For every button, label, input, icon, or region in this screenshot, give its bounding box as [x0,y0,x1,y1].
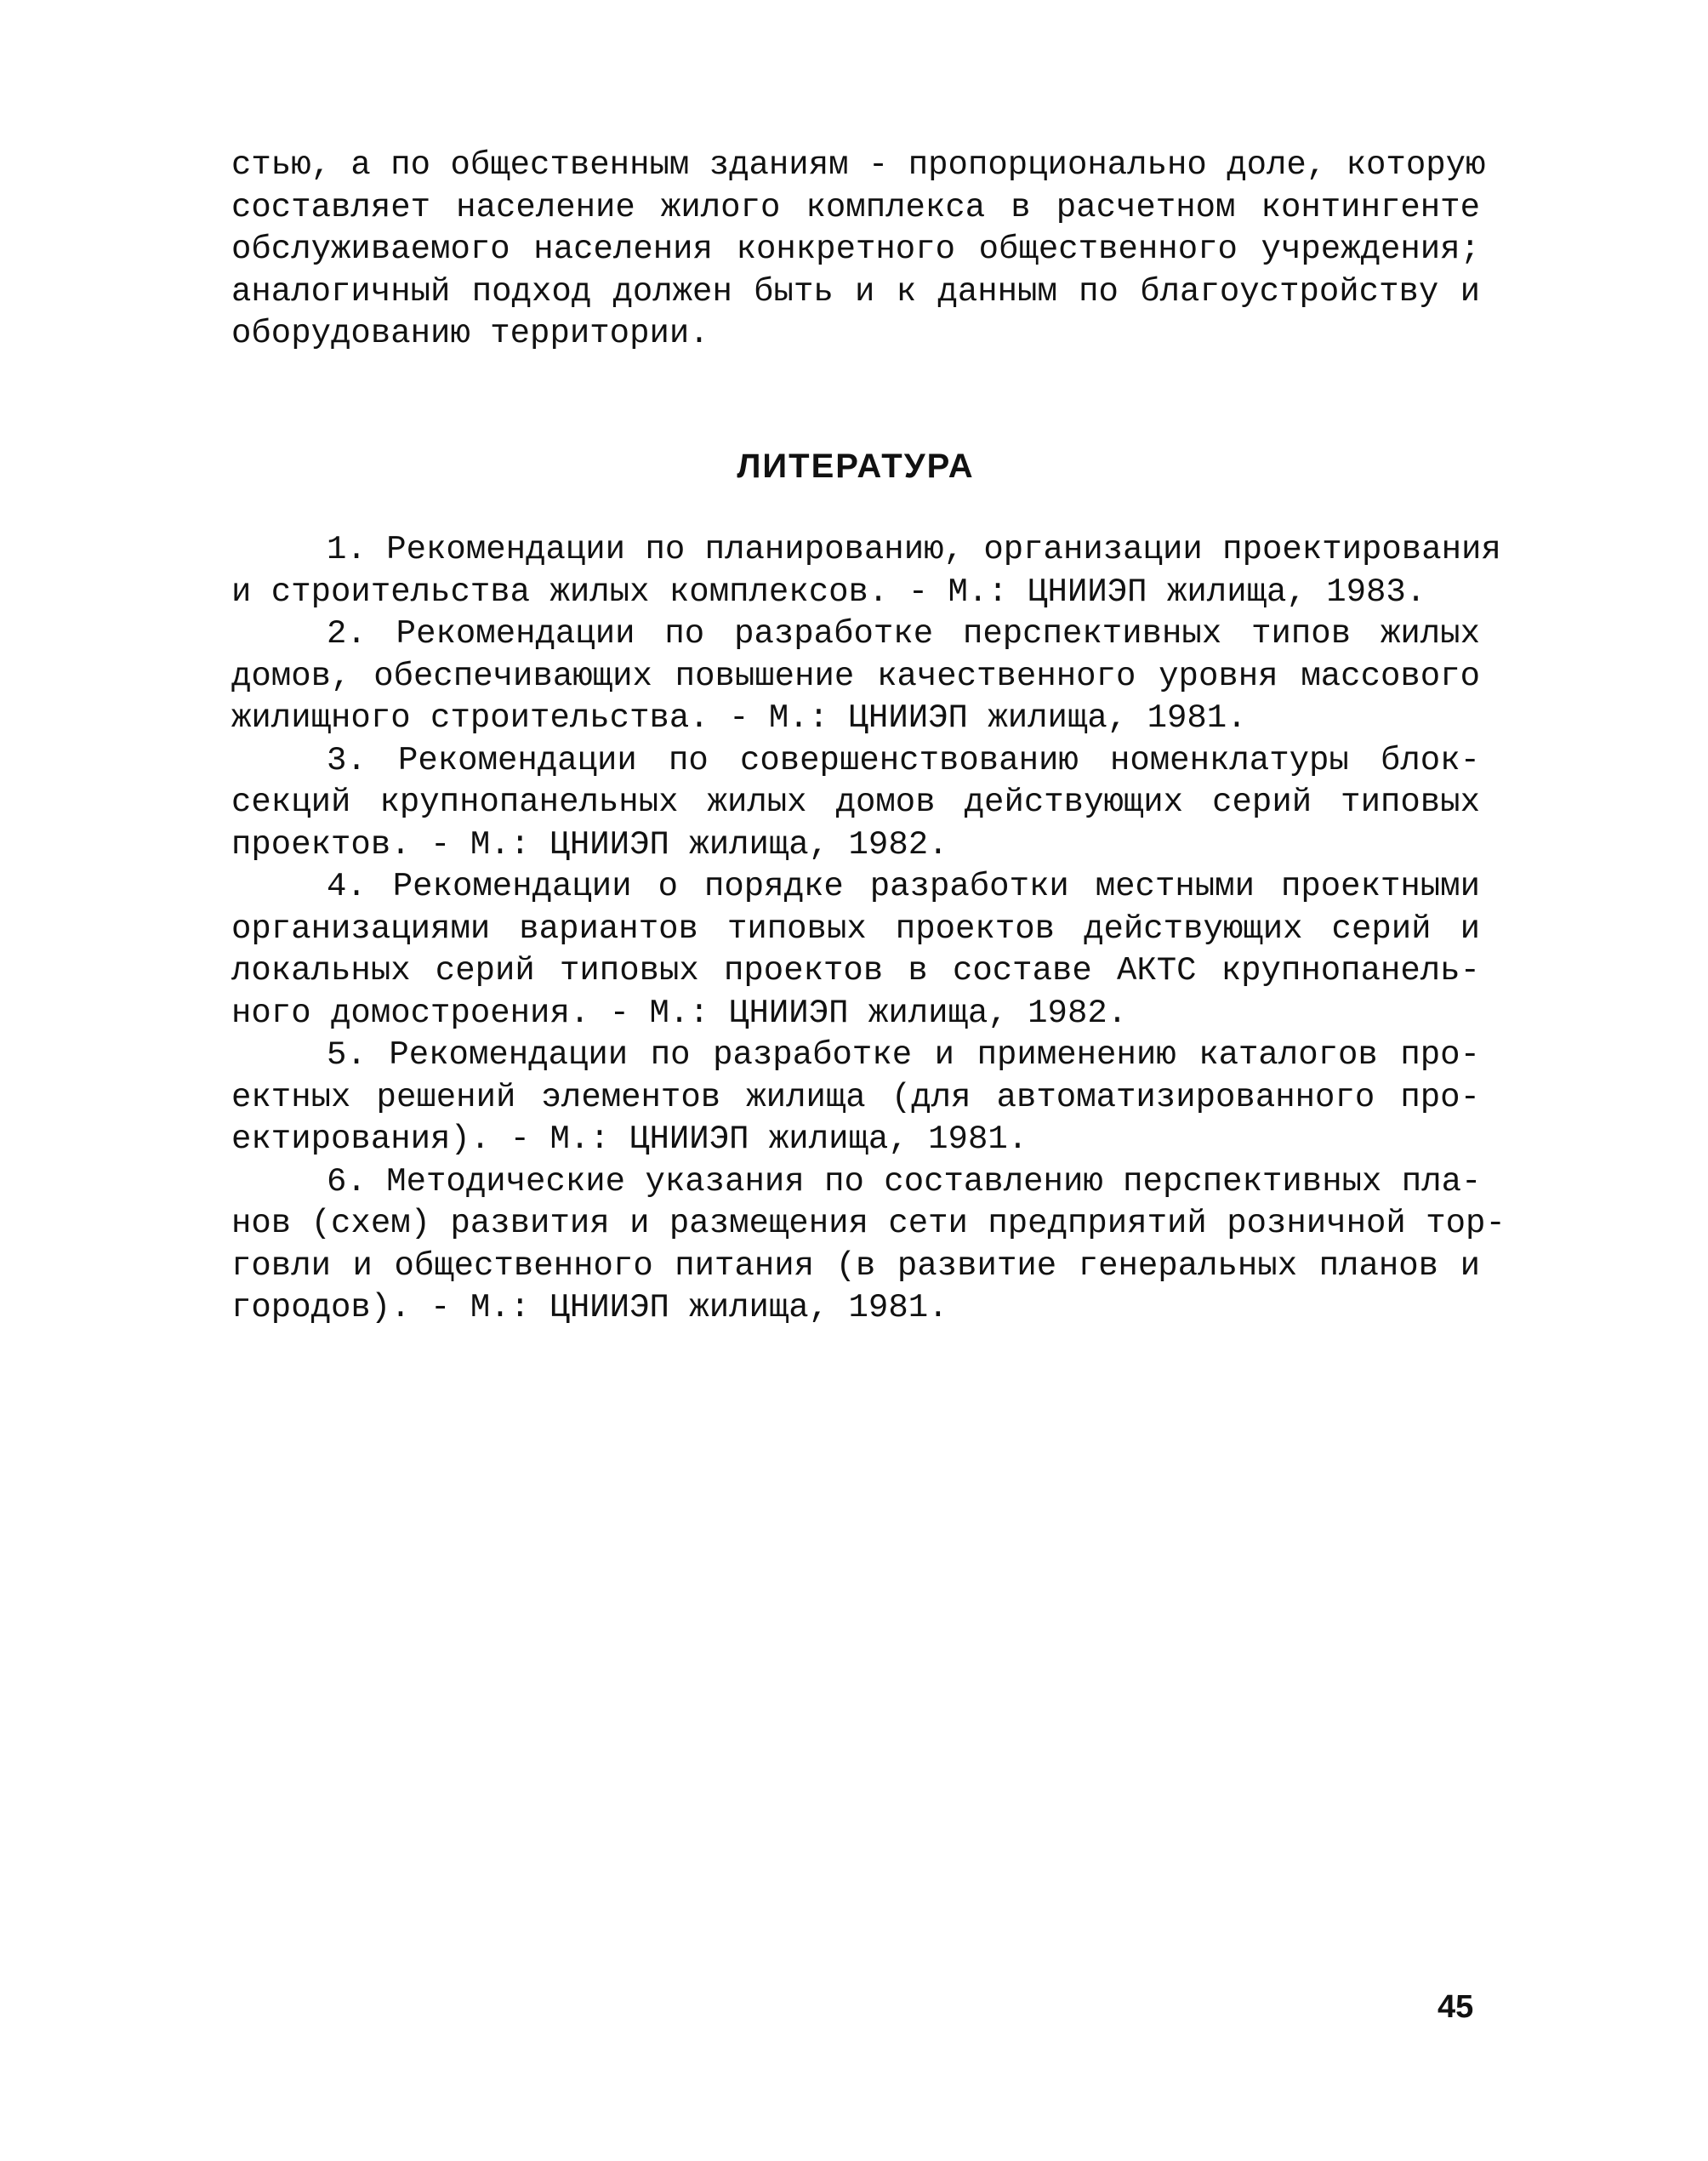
document-page [231,145,1506,1326]
reference-list [231,529,1506,1330]
reference-item-6 [231,1161,1506,1330]
reference-item-5 [231,1035,1480,1161]
intro-line: стью, а по общественным зданиям - пропорционально доле, которую [231,146,1486,184]
intro-line: составляет население жилого комплекса в расчетном контингенте [231,188,1480,226]
literature-heading: ЛИТЕРАТУРА [737,448,975,485]
reference-line: организациями вариантов типовых проектов действующих серий и [231,909,1480,948]
reference-line: 5. Рекомендации по разработке и применению каталогов про- [327,1036,1480,1074]
reference-line: 6. Методические указания по составлению перспективных пла- [327,1162,1482,1200]
reference-line: говли и общественного питания (в развитие генеральных планов и [231,1246,1480,1285]
reference-line: нов (схем) развития и размещения сети предприятий розничной тор- [231,1205,1506,1242]
reference-item-1 [231,529,1501,613]
intro-paragraph [231,145,1486,356]
reference-line: жилищного строительства. - М.: ЦНИИЭП жилища, 1981. [231,699,1247,737]
reference-item-3 [231,740,1480,867]
reference-line: домов, обеспечивающих повышение качественного уровня массового [231,657,1480,695]
reference-line: проектов. - М.: ЦНИИЭП жилища, 1982. [231,825,948,864]
reference-line: и строительства жилых комплексов. - М.: ЦНИИЭП жилища, 1983. [231,573,1426,611]
reference-item-4 [231,866,1480,1035]
page-number: 45 [1438,1989,1474,2025]
reference-line: городов). - М.: ЦНИИЭП жилища, 1981. [231,1289,948,1326]
intro-line: аналогичный подход должен быть и к данным по благоустройству и [231,272,1480,311]
reference-line: ектных решений элементов жилища (для автоматизированного про- [231,1078,1480,1116]
reference-item-2 [231,613,1480,740]
reference-line: локальных серий типовых проектов в составе АКТС крупнопанель- [231,952,1480,989]
reference-line: 3. Рекомендации по совершенствованию номенклатуры блок- [327,741,1480,779]
reference-line: секций крупнопанельных жилых домов действующих серий типовых [231,784,1480,821]
reference-line: ектирования). - М.: ЦНИИЭП жилища, 1981. [231,1120,1028,1158]
reference-line: 4. Рекомендации о порядке разработки местными проектными [327,868,1480,905]
reference-line: ного домостроения. - М.: ЦНИИЭП жилища, 1982. [231,994,1128,1032]
reference-line: 2. Рекомендации по разработке перспективных типов жилых [327,615,1480,653]
intro-line: оборудованию территории. [231,315,709,352]
reference-line: 1. Рекомендации по планированию, организации проектирования [327,531,1501,568]
intro-line: обслуживаемого населения конкретного общественного учреждения; [231,231,1480,268]
